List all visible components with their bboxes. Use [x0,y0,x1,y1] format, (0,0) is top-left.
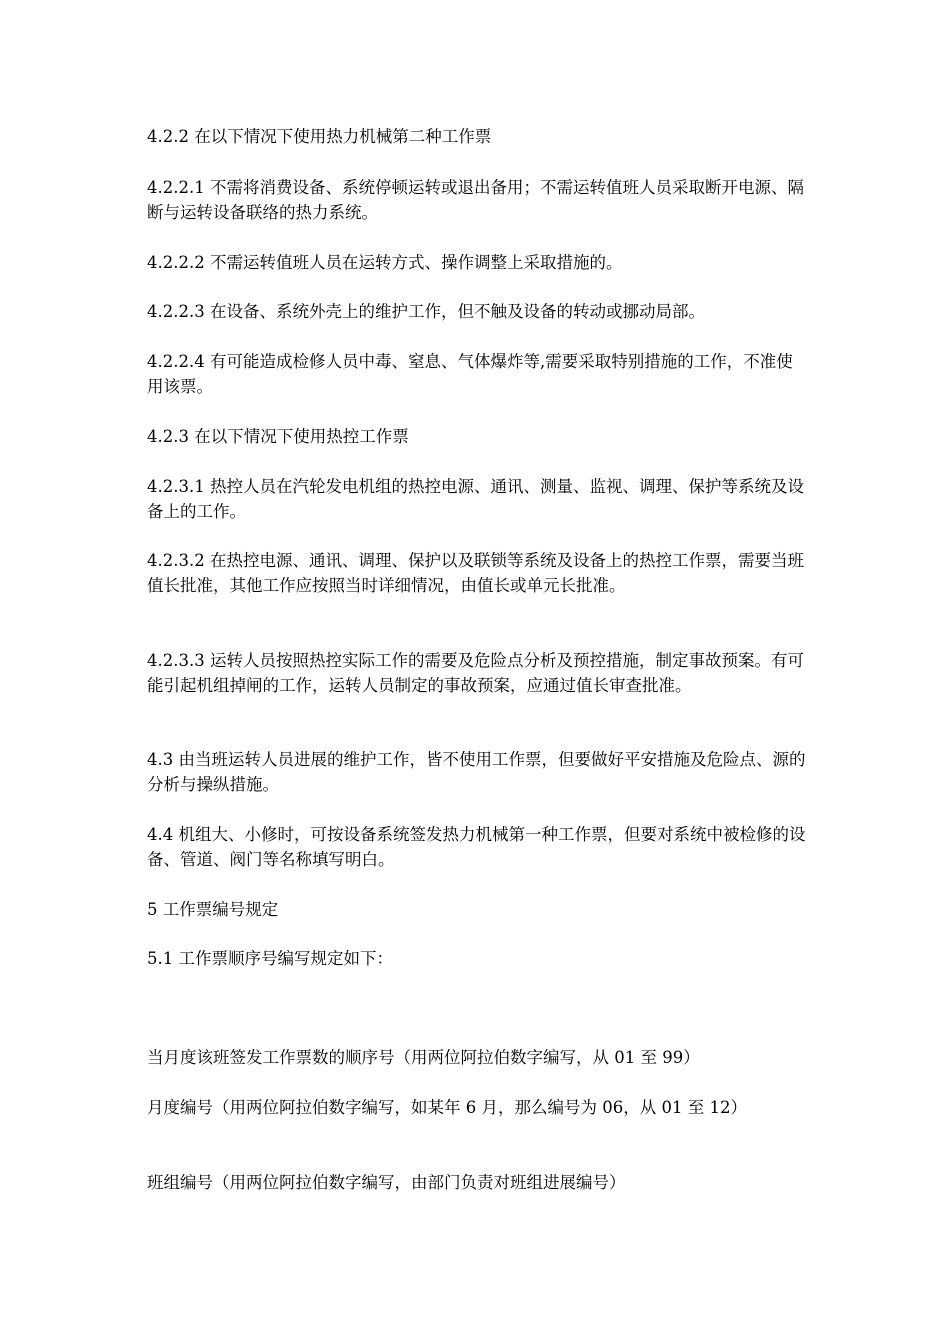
paragraph-4-2-3: 4.2.3 在以下情况下使用热控工作票 [147,427,409,446]
paragraph-4-2-2-2: 4.2.2.2 不需运转值班人员在运转方式、操作调整上采取措施的。 [147,253,623,272]
paragraph-4-2-3-1: 4.2.3.1 热控人员在汽轮发电机组的热控电源、通讯、测量、监视、调理、保护等系统及设备上的工作。 [147,477,804,521]
team-number-description: 班组编号（用两位阿拉伯数字编写，由部门负责对班组进展编号） [147,1173,626,1192]
paragraph-4-2-2-3: 4.2.2.3 在设备、系统外壳上的维护工作，但不触及设备的转动或挪动局部。 [147,302,705,321]
paragraph-4-2-3-2: 4.2.3.2 在热控电源、通讯、调理、保护以及联锁等系统及设备上的热控工作票，需要当班值长批准，其他工作应按照当时详细情况，由值长或单元长批准。 [147,551,804,595]
paragraph-5-1: 5.1 工作票顺序号编写规定如下： [147,949,393,968]
paragraph-4-4: 4.4 机组大、小修时，可按设备系统签发热力机械第一种工作票，但要对系统中被检修的设备、管道、阀门等名称填写明白。 [147,825,806,869]
paragraph-4-3: 4.3 由当班运转人员进展的维护工作，皆不使用工作票，但要做好平安措施及危险点、源的分析与操纵措施。 [147,750,806,794]
month-number-description: 月度编号（用两位阿拉伯数字编写，如某年 6 月，那么编号为 06，从 01 至 12） [147,1098,747,1117]
paragraph-4-2-2: 4.2.2 在以下情况下使用热力机械第二种工作票 [147,127,492,146]
paragraph-4-2-2-4: 4.2.2.4 有可能造成检修人员中毒、窒息、气体爆炸等,需要采取特别措施的工作，不准使用该票。 [147,352,793,396]
paragraph-4-2-3-3: 4.2.3.3 运转人员按照热控实际工作的需要及危险点分析及预控措施，制定事故预案。有可能引起机组掉闸的工作，运转人员制定的事故预案，应通过值长审查批准。 [147,651,804,695]
sequence-number-description: 当月度该班签发工作票数的顺序号（用两位阿拉伯数字编写，从 01 至 99） [147,1048,700,1067]
heading-5: 5 工作票编号规定 [147,900,279,919]
paragraph-4-2-2-1: 4.2.2.1 不需将消费设备、系统停顿运转或退出备用；不需运转值班人员采取断开电源、隔断与运转设备联络的热力系统。 [147,178,804,222]
